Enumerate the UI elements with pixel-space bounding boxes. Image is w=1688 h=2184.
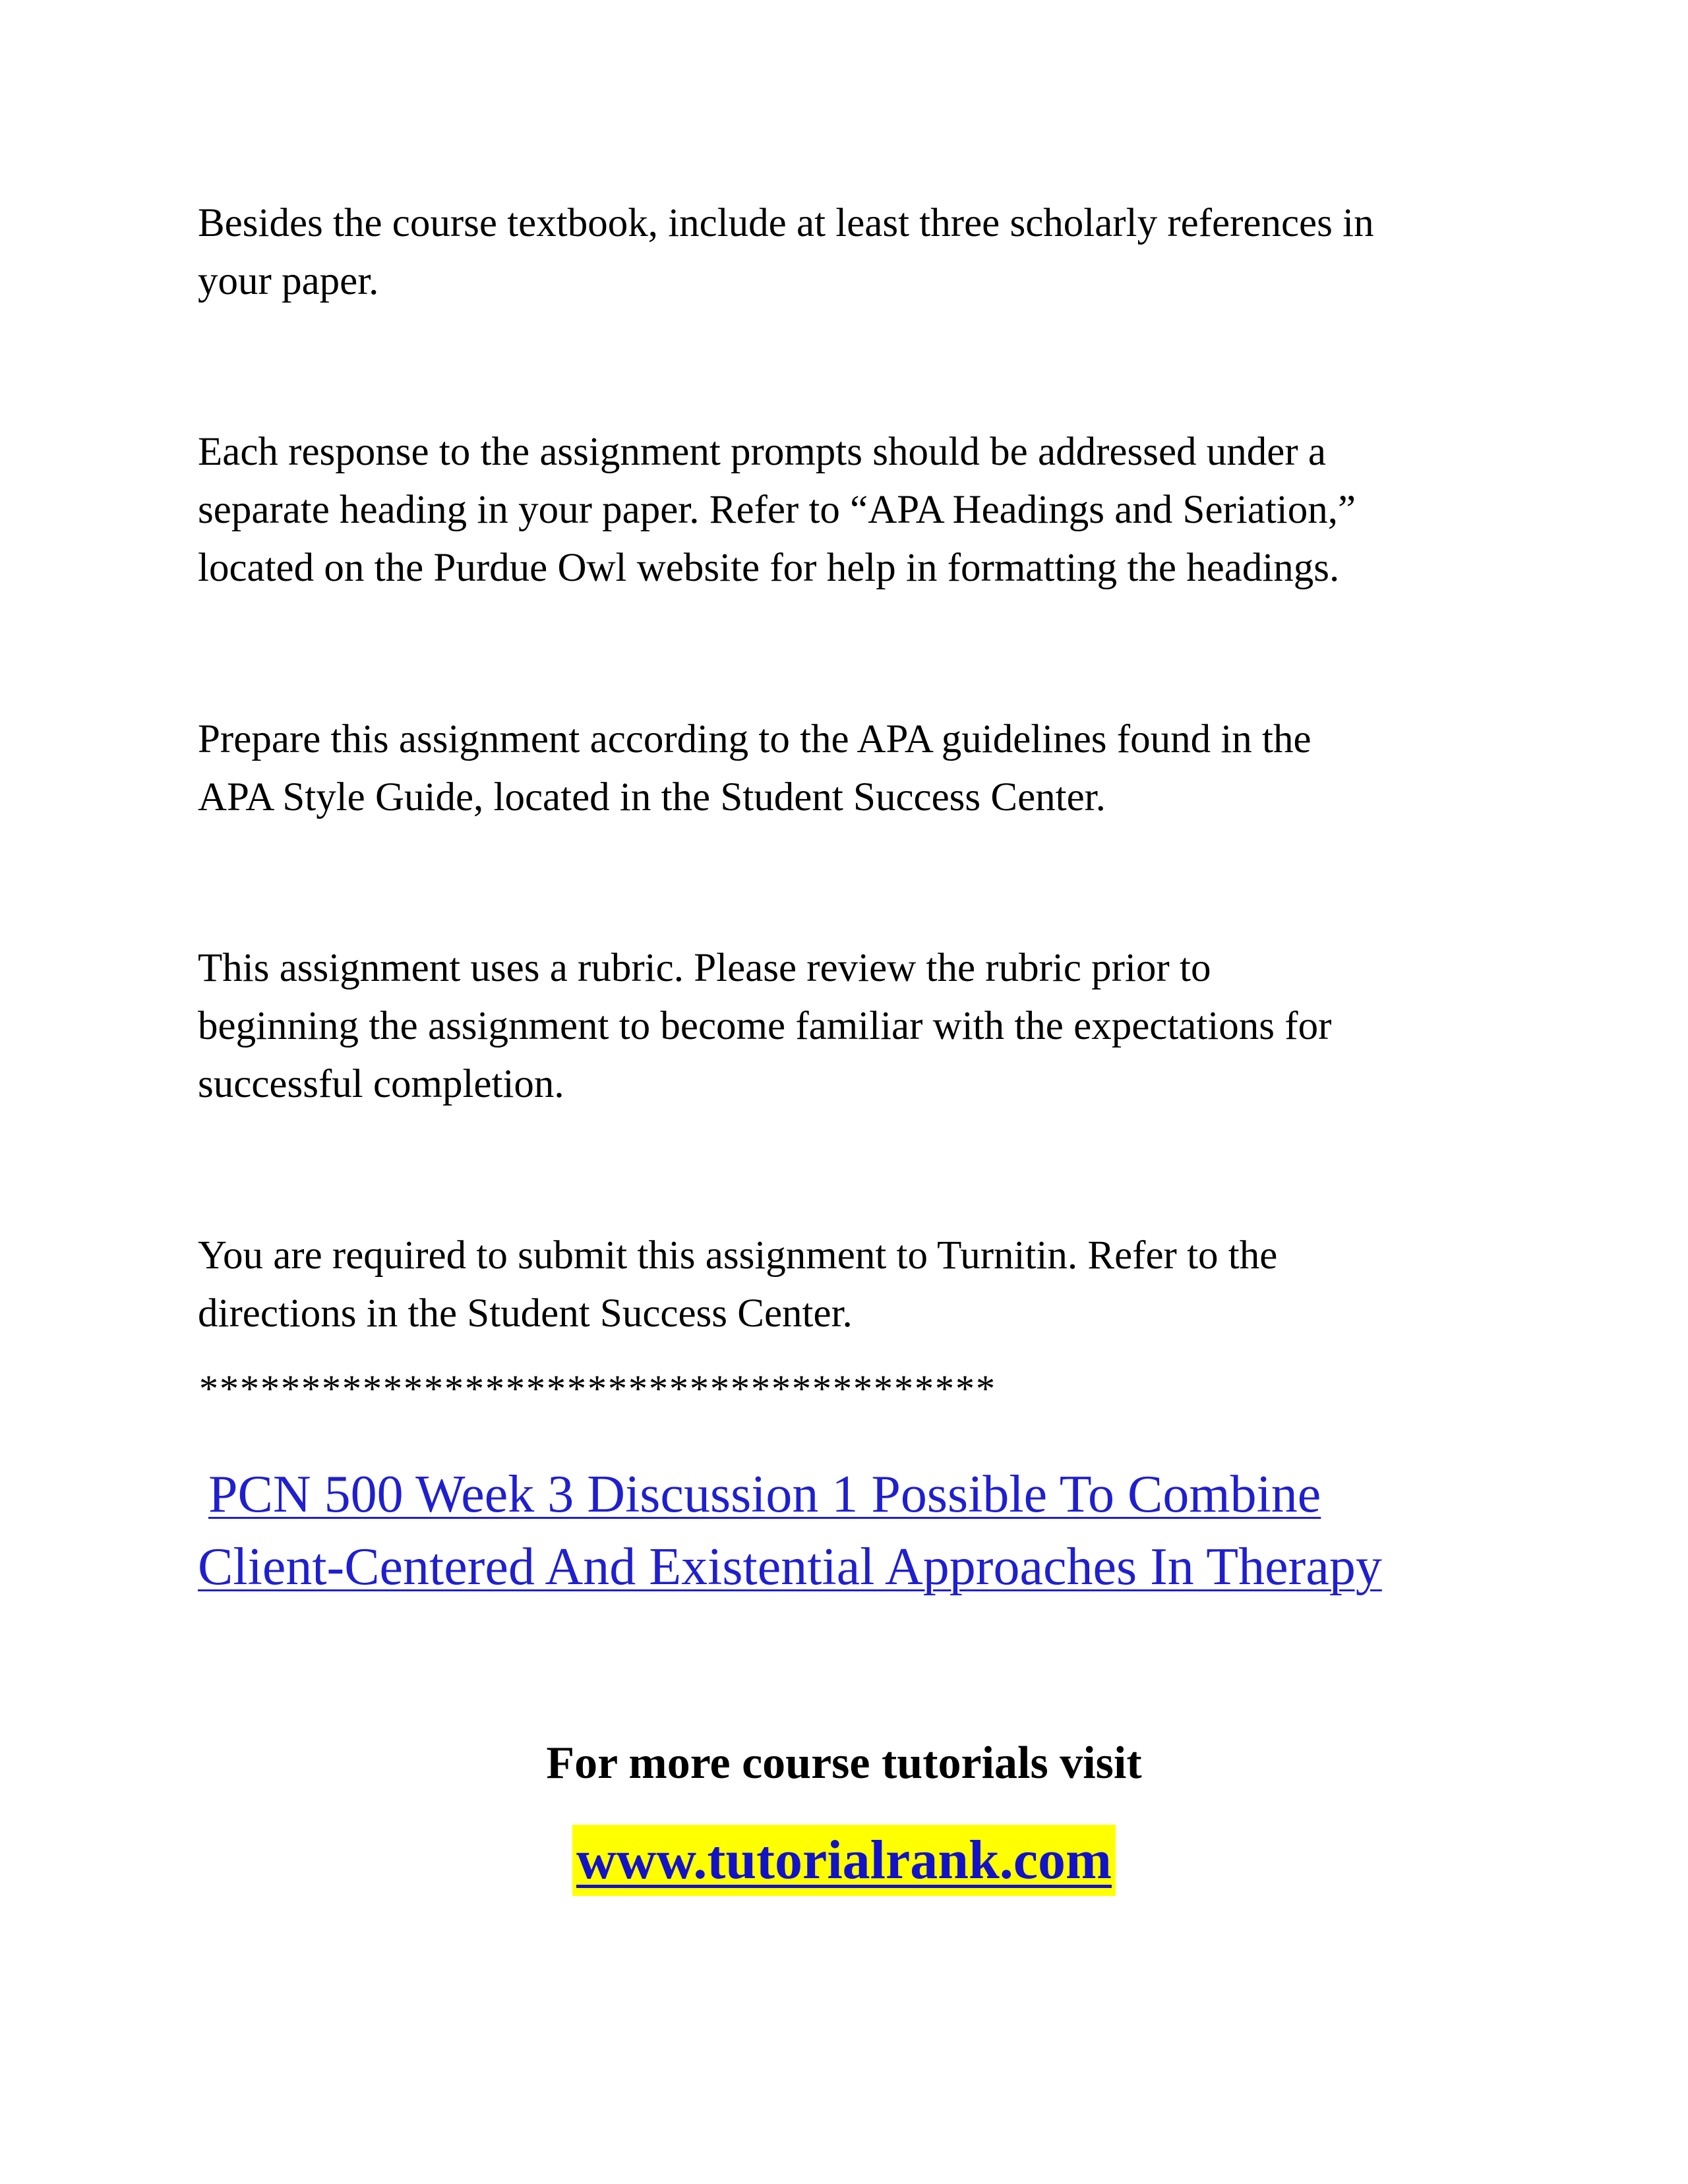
paragraph-line: beginning the assignment to become familiar with the expectations for bbox=[198, 1004, 1332, 1048]
asterisk-separator: *************************************** bbox=[199, 1367, 996, 1410]
paragraph-line: Prepare this assignment according to the APA guidelines found in the bbox=[198, 717, 1311, 761]
paragraph-line: your paper. bbox=[198, 259, 379, 303]
paragraph-line: Each response to the assignment prompts should be addressed under a bbox=[198, 430, 1326, 474]
paragraph-headings bbox=[198, 423, 1517, 597]
paragraph-line: directions in the Student Success Center. bbox=[198, 1291, 853, 1336]
paragraph-line: successful completion. bbox=[198, 1062, 564, 1106]
website-link[interactable]: www.tutorialrank.com bbox=[572, 1825, 1116, 1896]
paragraph-line: Besides the course textbook, include at least three scholarly references in bbox=[198, 201, 1374, 245]
course-title-line[interactable]: PCN 500 Week 3 Discussion 1 Possible To Combine bbox=[208, 1465, 1321, 1523]
paragraph-line: APA Style Guide, located in the Student Success Center. bbox=[198, 775, 1106, 819]
paragraph-rubric bbox=[198, 939, 1517, 1113]
paragraph-references bbox=[198, 194, 1517, 310]
paragraph-line: located on the Purdue Owl website for help in formatting the headings. bbox=[198, 546, 1340, 590]
call-to-action-text: For more course tutorials visit bbox=[546, 1738, 1142, 1788]
course-title-link[interactable] bbox=[198, 1458, 1382, 1603]
paragraph-line: This assignment uses a rubric. Please review the rubric prior to bbox=[198, 946, 1211, 990]
paragraph-line: You are required to submit this assignment to Turnitin. Refer to the bbox=[198, 1233, 1278, 1278]
course-title-line[interactable]: Client-Centered And Existential Approaches In Therapy bbox=[198, 1538, 1382, 1596]
paragraph-turnitin bbox=[198, 1227, 1517, 1343]
website-link-container bbox=[0, 1825, 1688, 1896]
paragraph-apa-guidelines bbox=[198, 711, 1517, 827]
paragraph-line: separate heading in your paper. Refer to “APA Headings and Seriation,” bbox=[198, 488, 1356, 532]
